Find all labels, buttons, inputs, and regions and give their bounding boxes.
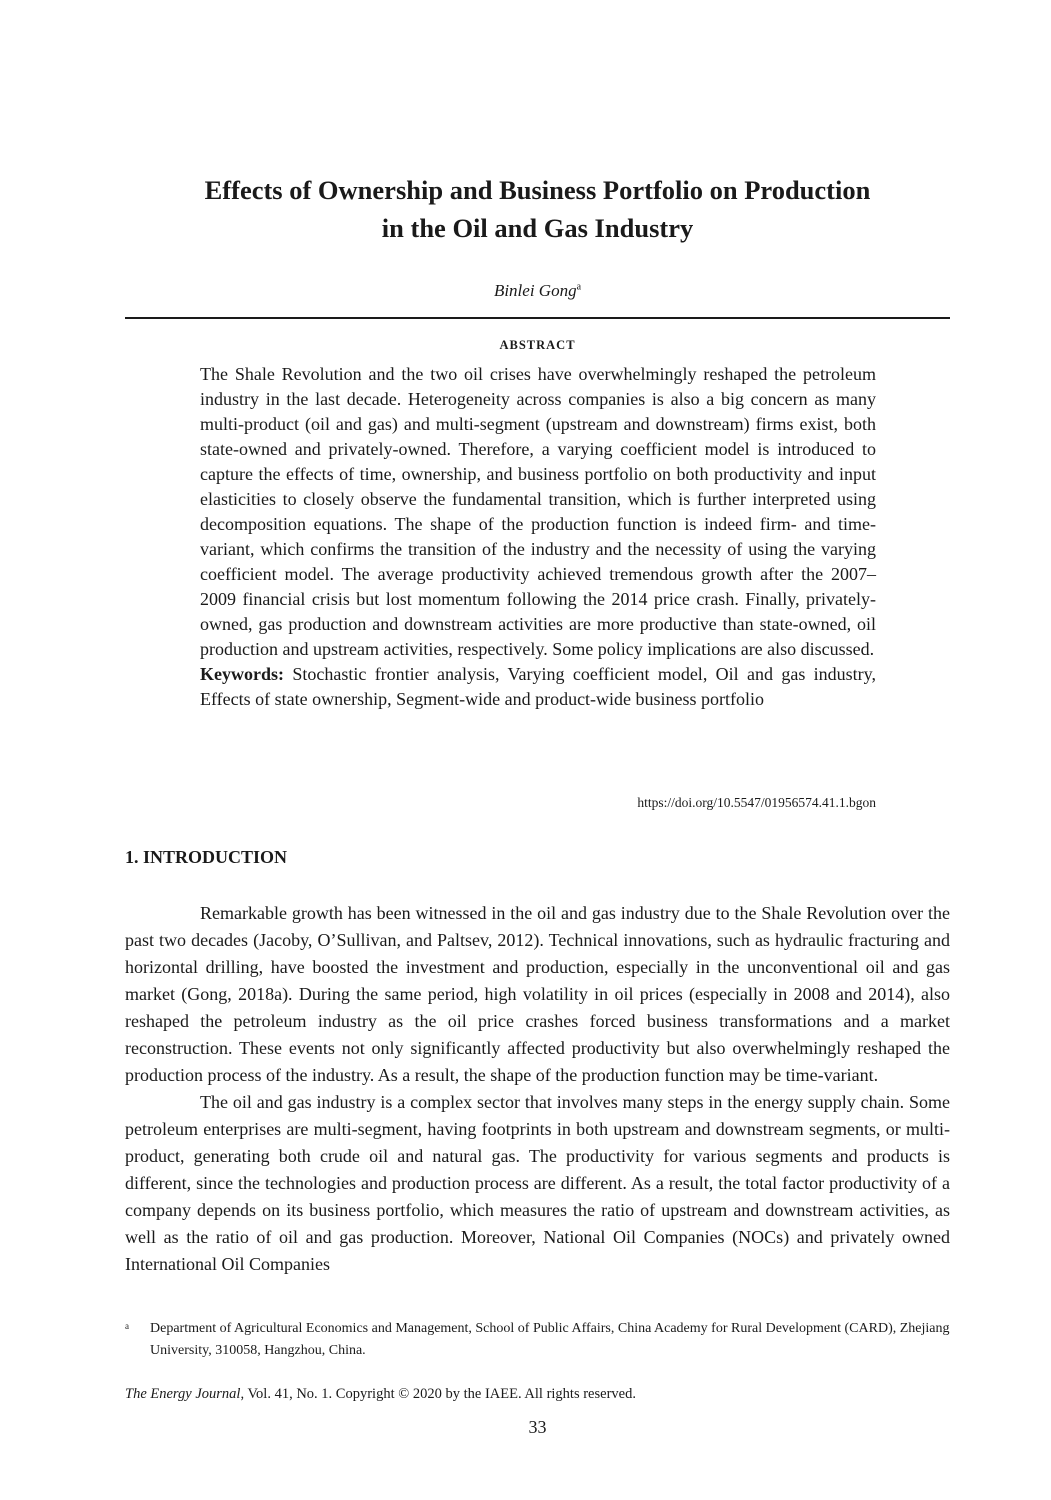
journal-name: The Energy Journal [125, 1386, 241, 1402]
abstract-text: The Shale Revolution and the two oil crises have overwhelmingly reshaped the petroleum industry in the last decade. Heterogeneity across companies is also a big concern as many multi-product (oil and gas) and multi-segment (upstream and downstream) firms exist, both state-owned and privately-owned. Therefore, a varying coefficient model is introduced to capture the effects of time, ownership, and business portfolio on both productivity and input elasticities to closely observe the fundamental transition, which is further interpreted using decomposition equations. The shape of the production function is indeed firm- and time-variant, which confirms the transition of the industry and the necessity of using the varying coefficient model. The average productivity achieved tremendous growth after the 2007–2009 financial crisis but lost momentum following the 2014 price crash. Finally, privately-owned, gas production and downstream activities are more productive than state-owned, oil production and upstream activities, respectively. Some policy implications are also discussed. [200, 364, 876, 659]
paragraph: The oil and gas industry is a complex sector that involves many steps in the energy supply chain. Some petroleum enterprises are multi-segment, having footprints in both upstream and downstream segments, or multi-product, generating both crude oil and natural gas. The productivity for various segments and products is different, since the technologies and production process are different. As a result, the total factor productivity of a company depends on its business portfolio, which measures the ratio of upstream and downstream activities, as well as the ratio of oil and gas production. Moreover, National Oil Companies (NOCs) and privately owned International Oil Companies [125, 1092, 950, 1274]
paragraph: Remarkable growth has been witnessed in the oil and gas industry due to the Shale Revolution over the past two decades (Jacoby, O’Sullivan, and Paltsev, 2012). Technical innovations, such as hydraulic fracturing and horizontal drilling, have boosted the investment and production, especially in the unconventional oil and gas market (Gong, 2018a). During the same period, high volatility in oil prices (especially in 2008 and 2014), also reshaped the petroleum industry as the oil price crashes forced business transformations and a market reconstruction. These events not only significantly affected productivity but also overwhelmingly reshaped the production process of the industry. As a result, the shape of the production function may be time-variant. [125, 903, 950, 1085]
keywords-label: Keywords: [200, 664, 284, 684]
journal-citation [125, 1386, 950, 1403]
author-affiliation-mark: a [576, 281, 582, 293]
footnote-mark: a [125, 1321, 129, 1331]
footnote [125, 1318, 950, 1362]
body-text [125, 900, 950, 1278]
title-line-1: Effects of Ownership and Business Portfolio on Production [204, 175, 871, 205]
paper-title [125, 171, 950, 247]
section-heading: 1. INTRODUCTION [125, 847, 288, 867]
journal-details: , Vol. 41, No. 1. Copyright © 2020 by the IAEE. All rights reserved. [240, 1386, 636, 1402]
header-rule [125, 317, 950, 319]
author [125, 281, 950, 301]
keywords-text: Stochastic frontier analysis, Varying coefficient model, Oil and gas industry, Effects of state ownership, Segment-wide and product-wide business portfolio [200, 664, 877, 709]
footnote-text: Department of Agricultural Economics and Management, School of Public Affairs, China Academy for Rural Development (CARD), Zhejiang University, 310058, Hangzhou, China. [150, 1321, 950, 1358]
keywords [200, 662, 876, 712]
page-number: 33 [528, 1417, 547, 1437]
abstract-heading: ABSTRACT [499, 338, 576, 352]
doi-link[interactable]: https://doi.org/10.5547/01956574.41.1.bgon [637, 795, 876, 810]
title-line-2: in the Oil and Gas Industry [381, 213, 694, 243]
abstract-block [200, 362, 876, 712]
author-name: Binlei Gong [493, 281, 577, 300]
